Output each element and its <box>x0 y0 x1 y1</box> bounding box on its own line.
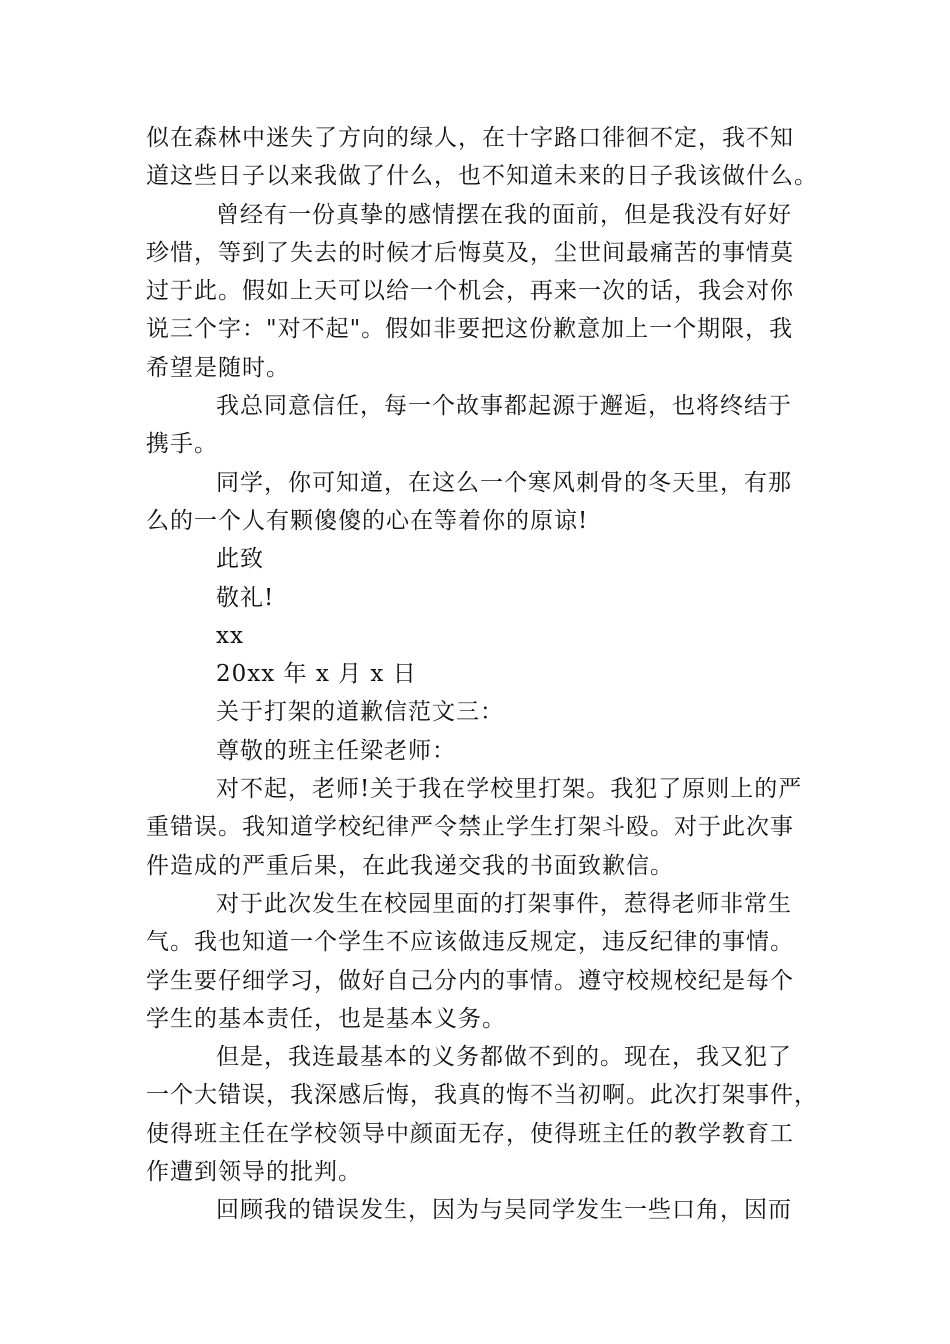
text-line: 使得班主任在学校领导中颜面无存，使得班主任的教学教育工 <box>146 1120 794 1147</box>
text-line: xx <box>216 622 244 649</box>
text-line: 对于此次发生在校园里面的打架事件，惹得老师非常生 <box>216 890 792 917</box>
text-line: 作遭到领导的批判。 <box>146 1159 362 1186</box>
text-line: 件造成的严重后果，在此我递交我的书面致歉信。 <box>146 852 674 879</box>
text-line: 对不起，老师!关于我在学校里打架。我犯了原则上的严 <box>216 776 803 803</box>
text-line: 重错误。我知道学校纪律严令禁止学生打架斗殴。对于此次事 <box>146 814 794 841</box>
text-line: 20xx 年 x 月 x 日 <box>216 661 417 688</box>
text-line: 我总同意信任，每一个故事都起源于邂逅，也将终结于 <box>216 393 792 420</box>
text-line: 一个大错误，我深感后悔，我真的悔不当初啊。此次打架事件， <box>146 1082 818 1109</box>
text-line: 学生的基本责任，也是基本义务。 <box>146 1005 506 1032</box>
text-line: 同学，你可知道，在这么一个寒风刺骨的冬天里，有那 <box>216 469 792 496</box>
text-line: 但是，我连最基本的义务都做不到的。现在，我又犯了 <box>216 1044 792 1071</box>
text-line: 回顾我的错误发生，因为与吴同学发生一些口角，因而 <box>216 1197 792 1224</box>
text-line: 么的一个人有颗傻傻的心在等着你的原谅! <box>146 507 589 534</box>
text-line: 似在森林中迷失了方向的绿人，在十字路口徘徊不定，我不知 <box>146 125 794 151</box>
text-line: 此致 <box>216 546 264 573</box>
text-line: 曾经有一份真挚的感情摆在我的面前，但是我没有好好 <box>216 201 792 228</box>
text-line: 希望是随时。 <box>146 354 290 381</box>
text-line: 学生要仔细学习，做好自己分内的事情。遵守校规校纪是每个 <box>146 967 794 994</box>
text-line: 关于打架的道歉信范文三： <box>216 699 504 726</box>
text-line: 气。我也知道一个学生不应该做违反规定，违反纪律的事情。 <box>146 929 794 956</box>
text-line: 尊敬的班主任梁老师： <box>216 737 456 764</box>
text-line: 珍惜，等到了失去的时候才后悔莫及，尘世间最痛苦的事情莫 <box>146 239 794 266</box>
text-line: 说三个字："对不起"。假如非要把这份歉意加上一个期限，我 <box>146 316 794 343</box>
letter-body <box>146 119 818 1230</box>
text-line: 携手。 <box>146 431 218 458</box>
text-line: 敬礼! <box>216 584 275 611</box>
text-line: 过于此。假如上天可以给一个机会，再来一次的话，我会对你 <box>146 278 794 305</box>
text-line: 道这些日子以来我做了什么，也不知道未来的日子我该做什么。 <box>146 163 818 190</box>
